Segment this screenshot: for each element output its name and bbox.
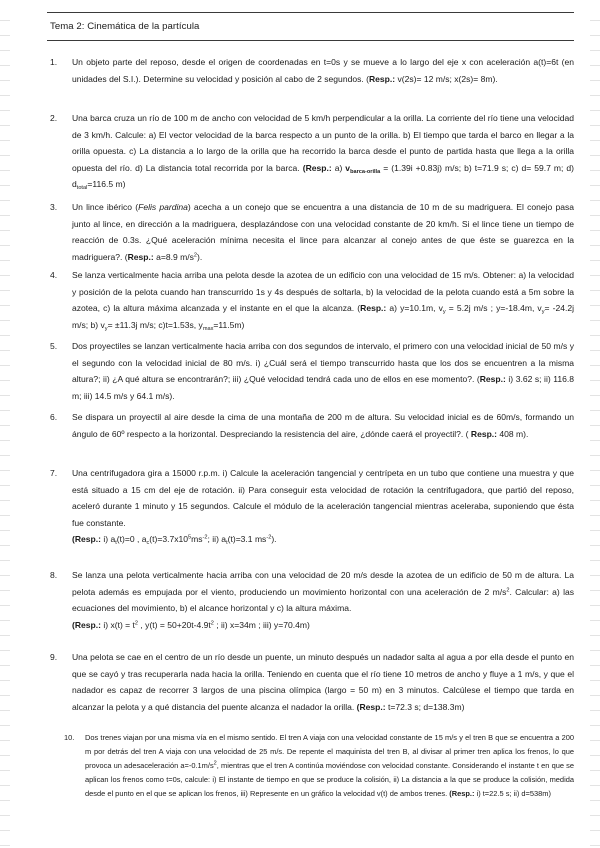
margin-tick [0,770,10,771]
problem-8 [50,567,574,633]
answer-text: ; ii) a [207,534,227,545]
answer-text: i) t=22.5 s; ii) d=538m) [476,788,551,798]
answer-label: Resp.: [360,303,387,314]
margin-tick [0,170,10,171]
answer-text: (t)=0 , a [116,534,147,545]
problem-1: 1. Un objeto parte del reposo, desde el origen de coordenadas en t=0s y se mueve a lo largo del eje x con aceleración a(t)=6t (en unidades del S.I.). Determine su velocidad y posición al cabo de 2 segundos. (Resp.: v(2s)= 12 m/s; x(2s)= 8m). [50,54,574,87]
margin-tick [590,455,600,456]
answer-subscript: c [146,540,150,547]
problem-number: 3. [50,202,58,212]
answer-text: ). [197,251,203,262]
answer-subscript: total [76,185,88,192]
margin-tick [0,140,10,141]
problem-number: 6. [50,412,58,422]
margin-tick [0,260,10,261]
margin-tick [590,740,600,741]
margin-tick [590,125,600,126]
margin-tick [590,545,600,546]
answer-text: i) 3.62 s; ii) 116.8 m; iii) 14.5 m/s y 64.1 m/s). [72,374,574,401]
margin-tick [590,830,600,831]
problem-3: 3. Un lince ibérico (Felis pardina) acecha a un conejo que se encuentra a una distancia de 10 m de su madriguera. El conejo pasa junto al lince, en dirección a la madriguera, desplazándose con una velocidad constante de 20 km/h. Si el lince tiene un tiempo de reacción de 0.3s. ¿Qué aceleración mínima necesita el lince para alcanzar al conejo antes de que éste se guarezca en la madriguera?. (Resp.: a=8.9 $m/s^2$). [50,199,574,265]
answer-superscript: 5 [188,534,192,541]
margin-tick [0,245,10,246]
margin-tick [0,590,10,591]
answer-label: Resp.: [305,162,332,173]
margin-tick [590,605,600,606]
species-name: Felis pardina [138,202,188,212]
page-title: Tema 2: Cinemática de la partícula [50,21,200,32]
answer-superscript: 2 [193,252,197,259]
margin-tick [590,620,600,621]
answer-prefix: ( [465,428,471,439]
problem-text: Dos proyectiles se lanzan verticalmente hacia arriba con dos segundos de intervalo, el primero con una velocidad inicial de 50 m/s y el segundo con la velocidad inicial de 80 m/s. i) ¿Cuál será el tiempo transcurrido hasta que los dos se encuentren a la misma altura?; ii) ¿A qué altura se encontrarán?; iii) ¿Qué velocidad tendrá cada uno de ellos en ese momento?. [72,341,574,385]
answer-text: = -24.2j m/s; b) v [72,303,574,330]
problem-text: Una pelota se cae en el centro de un río desde un puente, un minuto después un nadador salta al agua a por ella desde el punto en que se cayó y tras recuperarla nada hacia la orilla. Teniendo en cuenta que el río tiene 10 metros de ancho y fluye a 1 m/s, y que el nadador es capaz de recorrer 3 largos de una piscina olímpica (largo = 50 m) en 3 minutos. Calcúlese el tiempo que tarda en alcanzar la pelota y a qué distancia del puente alcanza el nadador la orilla. [72,652,574,712]
text-superscript: 2 [506,587,510,594]
problem-text: . Calcular: a) las ecuaciones del movimiento, b) el alcance horizontal y c) la altura máxima. [72,586,574,614]
margin-tick [0,230,10,231]
margin-tick [0,740,10,741]
margin-tick [590,65,600,66]
answer-subscript: y [541,309,545,316]
answer-text: (t)=3.1 ms [227,534,267,545]
answer-subscript: max [202,325,214,332]
answer-var: v [345,162,351,173]
answer-subscript: t [115,540,117,547]
answer-text: = (1.39i +0.83j) m/s; b) t=71.9 s; c) d= 59.7 m; d) d [72,162,574,190]
problem-5: 5. Dos proyectiles se lanzan verticalmente hacia arriba con dos segundos de intervalo, el primero con una velocidad inicial de 50 m/s y el segundo con la velocidad inicial de 80 m/s. i) ¿Cuál será el tiempo transcurrido hasta que los dos se encuentren a la misma altura?; ii) ¿A qué altura se encontrarán?; iii) ¿Qué velocidad tendrá cada uno de ellos en ese momento?. (Resp.: i) 3.62 s; ii) 116.8 m; iii) 14.5 m/s y 64.1 m/s). [50,338,574,404]
margin-tick [590,785,600,786]
margin-tick [590,140,600,141]
margin-tick [0,545,10,546]
answer-text: ; ii) x=34m ; iii) y=70.4m) [213,619,310,630]
margin-tick [0,800,10,801]
problem-text: Un objeto parte del reposo, desde el origen de coordenadas en t=0s y se mueve a lo largo del eje x con aceleración a(t)=6t (en unidades del S.I.). Determine su velocidad y posición al cabo de 2 segundos. [72,57,574,84]
answer-subscript: y [442,309,446,316]
answer-label: Resp.: [127,251,154,262]
answer-superscript: 2 [134,620,139,627]
problem-text: , mientras que el tren A continúa moviéndose con velocidad constante. Considerando el instante t en que se aplican los frenos como t=0s, calcule: i) El instante de tiempo en que se produce la colisión, ii) La distancia a la que se produce la colisión, medida desde el punto en el que se aplican los frenos, iii) Represente en un gráfico la velocidad v(t) de ambos trenes. [85,760,575,798]
problem-text: Un lince ibérico ( [72,202,139,212]
problem-number: 8. [50,570,58,580]
answer-superscript: -2 [266,534,272,541]
margin-tick [590,215,600,216]
problem-10 [64,731,574,801]
margin-tick [0,710,10,711]
margin-tick [0,335,10,336]
margin-tick [0,785,10,786]
answer-text: = 5.2j m/s ; y=-18.4m, v [445,303,542,314]
margin-tick [590,20,600,21]
margin-tick [0,20,10,21]
margin-tick [0,470,10,471]
margin-tick [590,665,600,666]
margin-tick [590,110,600,111]
margin-tick [0,425,10,426]
margin-tick [0,125,10,126]
margin-tick [590,95,600,96]
problem-number: 1. [50,57,58,67]
answer-label: (Resp.: [449,788,475,798]
problem-number: 7. [50,468,58,478]
margin-tick [0,50,10,51]
problem-text: ) acecha a un conejo que se encuentra a una distancia de 10 m de su madriguera. El conejo pasa junto al lince, en dirección a la madriguera, desplazándose con una velocidad constante de 20 km/h. Si el lince tiene un tiempo de reacción de 0.3s. ¿Qué aceleración mínima necesita el lince para alcanzar al conejo antes de que éste se guarezca en la madriguera?. [72,202,574,262]
problem-number: 4. [50,270,58,280]
margin-tick [590,260,600,261]
margin-tick [0,80,10,81]
problem-number: 10. [64,733,75,742]
problem-text: Una barca cruza un río de 100 m de ancho con velocidad de 5 km/h perpendicular a la orilla. La corriente del río tiene una velocidad de 3 km/h. Calcule: a) El vector velocidad de la barca respecto a un punto de la orilla. b) El tiempo que tarda el barco en llegar a la orilla opuesta. c) La distancia a lo largo de la orilla que ha recorrido la barca desde el punto de partida hasta que llega a la orilla opuesta del río. d) La distancia total recorrida por la barca. [72,113,574,173]
margin-tick [590,515,600,516]
answer-text: = ±11.3j m/s; c)t=1.53s, y [107,319,203,330]
margin-tick [590,530,600,531]
margin-tick [0,380,10,381]
margin-tick [0,845,10,846]
problem-text: Una centrifugadora gira a 15000 r.p.m. i) Calcule la aceleración tangencial y centrípeta en un tubo que contiene una muestra y que está situado a 15 cm del eje de rotación. ii) Para conseguir esta velocidad de rotación la centrifugadora, que partió del reposo, aceleró durante 1 minuto y 15 segundos. Calcule el módulo de la aceleración tangencial mientras aceleraba, suponiendo que ésta fue constante. [72,468,574,528]
answer-text: , y(t) = 50+20t-4.9t [138,619,211,630]
answer-text: =116.5 m) [87,179,126,190]
answer-text: i) a [103,534,116,545]
answer-text: (t)=3.7x10 [149,534,189,545]
margin-tick [590,500,600,501]
answer-text: a) y=10.1m, v [389,303,443,314]
margin-tick [590,845,600,846]
answer-text: i) x(t) = t [103,619,135,630]
margin-tick [590,320,600,321]
margin-tick [0,530,10,531]
answer-text: t=72.3 s; d=138.3m) [387,701,465,712]
margin-tick [0,440,10,441]
answer-label: Resp.: [479,374,506,385]
margin-tick [590,440,600,441]
margin-tick [0,485,10,486]
margin-tick [590,290,600,291]
margin-tick [0,275,10,276]
margin-tick [590,155,600,156]
margin-tick [0,500,10,501]
margin-tick [590,170,600,171]
margin-tick [0,95,10,96]
margin-tick [0,185,10,186]
margin-tick [590,200,600,201]
answer-subscript: t [226,540,228,547]
problem-7 [50,465,574,548]
answer-label: (Resp.: [72,619,101,630]
margin-tick [0,620,10,621]
problem-number: 5. [50,341,58,351]
header-rule-bottom [47,40,574,41]
problem-text: Dos trenes viajan por una misma vía en el mismo sentido. El tren A viaja con una velocidad constante de 15 m/s y el tren B que se encuentra a 200 m por detrás del tren A viaja con una velocidad de 25 m/s. De repente el maquinista del tren B, al divisar al primer tren aplica los frenos, lo que provoca un adesaceleración a=-0.1m/s [85,733,574,770]
margin-tick [0,665,10,666]
margin-tick [0,680,10,681]
margin-tick [590,575,600,576]
header-rule-top [47,12,574,13]
margin-tick [590,380,600,381]
margin-tick [0,635,10,636]
answer-label: Resp.: [368,73,396,84]
margin-tick [0,320,10,321]
margin-tick [0,35,10,36]
margin-tick [590,305,600,306]
answer-text: a=8.9 m/s [156,251,194,262]
margin-tick [590,755,600,756]
answer-text: v(2s)= 12 m/s; x(2s)= 8m). [397,73,498,84]
margin-tick [590,185,600,186]
margin-tick [0,755,10,756]
margin-tick [590,680,600,681]
margin-tick [0,305,10,306]
margin-tick [590,35,600,36]
margin-tick [590,470,600,471]
margin-tick [590,770,600,771]
margin-tick [590,800,600,801]
answer-label: (Resp.: [356,701,386,712]
answer-label: (Resp.: [72,534,101,545]
problem-6 [50,409,574,442]
margin-tick [590,350,600,351]
answer-text: ms [191,534,203,545]
answer-text: 408 m). [499,428,529,439]
margin-tick [0,215,10,216]
margin-tick [590,635,600,636]
answer-subscript: barca-orilla [350,168,381,175]
text-superscript: 2 [213,760,217,767]
answer-text: =11.5m) [213,319,245,330]
margin-tick [590,80,600,81]
margin-tick [0,110,10,111]
answer-subscript: y [104,325,108,332]
problem-number: 2. [50,113,58,123]
answer-superscript: -2 [202,534,208,541]
problem-text: Se dispara un proyectil al aire desde la cima de una montaña de 200 m de altura. Su velocidad inicial es de 60m/s, formando un ángulo de 60º respecto a la horizontal. Despreciando la resistencia del aire, ¿dónde caerá el proyectil?. [72,412,574,439]
margin-tick [590,275,600,276]
margin-tick [590,245,600,246]
margin-tick [590,560,600,561]
margin-tick [0,575,10,576]
margin-tick [0,410,10,411]
margin-tick [590,590,600,591]
problem-text: Se lanza verticalmente hacia arriba una pelota desde la azotea de un edificio con una velocidad de 15 m/s. Obtener: a) la velocidad y posición de la pelota cuando han transcurrido 1s y 4s después de soltarla, b) la velocidad de la pelota cuando está a 5m sobre la azotea, c) la altura máxima alcanzada y el instante en el que la alcanza. [72,270,574,314]
margin-tick [590,710,600,711]
margin-tick [0,365,10,366]
margin-tick [590,695,600,696]
margin-tick [590,410,600,411]
margin-tick [590,425,600,426]
margin-tick [590,50,600,51]
margin-tick [590,230,600,231]
problem-2: 2. Una barca cruza un río de 100 m de ancho con velocidad de 5 km/h perpendicular a la orilla. La corriente del río tiene una velocidad de 3 km/h. Calcule: a) El vector velocidad de la barca respecto a un punto de la orilla. b) El tiempo que tarda el barco en llegar a la orilla opuesta. c) La distancia a lo largo de la orilla que ha recorrido la barca desde el punto de partida hasta que llega a la orilla opuesta del río. d) La distancia total recorrida por la barca. (Resp.: a) $v_{barca-orilla} = (1.39i +0.83j)$ m/s; b) t=71.9 s; c) d= 59.7 m; d) $d_{total}=116.5$ m) [50,110,574,193]
margin-tick [590,485,600,486]
problem-9 [50,649,574,715]
margin-tick [590,335,600,336]
margin-tick [0,695,10,696]
margin-tick [590,395,600,396]
margin-tick [590,725,600,726]
margin-tick [590,650,600,651]
problem-number: 9. [50,652,58,662]
margin-tick [0,560,10,561]
margin-tick [0,350,10,351]
margin-tick [0,725,10,726]
answer-text: ). [271,534,277,545]
margin-tick [0,605,10,606]
margin-tick [0,815,10,816]
answer-superscript: 2 [210,620,214,627]
margin-tick [590,365,600,366]
margin-tick [0,290,10,291]
margin-tick [0,455,10,456]
margin-tick [0,200,10,201]
margin-tick [0,395,10,396]
problem-text: Se lanza una pelota verticalmente hacia arriba con una velocidad de 20 m/s desde la azotea de un edificio de 50 m de altura. La pelota además es empujada por el viento, produciendo un movimiento horizontal con una aceleración de 2 m/s [72,570,574,597]
margin-tick [0,830,10,831]
margin-tick [0,515,10,516]
margin-tick [0,650,10,651]
answer-label: Resp.: [470,428,498,439]
margin-tick [0,65,10,66]
problem-4: 4. Se lanza verticalmente hacia arriba una pelota desde la azotea de un edificio con una velocidad de 15 m/s. Obtener: a) la velocidad y posición de la pelota cuando han transcurrido 1s y 4s después de soltarla, b) la velocidad de la pelota cuando está a 5m sobre la azotea, c) la altura máxima alcanzada y el instante en el que la alcanza. (Resp.: a) y=10.1m, $v_y = 5.2j$ m/s ; y=-18.4m, $v_y= -24.2j$ m/s; b) $v_y= \pm 11.3j$ m/s; c)t=1.53s, $y_{max}=11.5m$) [50,267,574,333]
margin-tick [590,815,600,816]
margin-tick [0,155,10,156]
